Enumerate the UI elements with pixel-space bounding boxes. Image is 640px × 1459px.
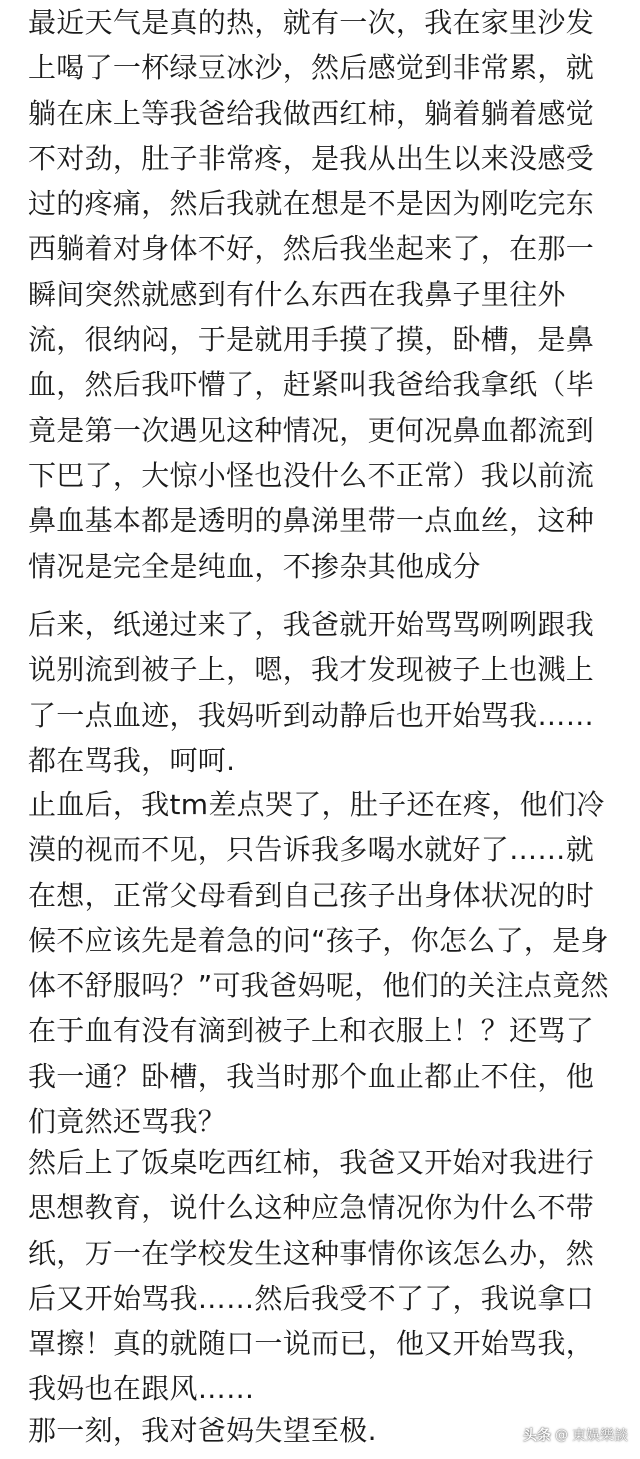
paragraph-4: 然后上了饭桌吃西红柿，我爸又开始对我进行思想教育，说什么这种应急情况你为什么不带纸，万一在学校发生这种事情你该怎么办，然后又开始骂我……然后我受不了了，我说拿口罩擦！真的就随口一说而已，他又开始骂我，我妈也在跟风…… xyxy=(28,1146,595,1406)
watermark-platform: 头条 xyxy=(523,1428,551,1444)
paragraph-3: 止血后，我tm差点哭了，肚子还在疼，他们冷漠的视而不见，只告诉我多喝水就好了……就在想，正常父母看到自己孩子出身体状况的时候不应该先是着急的问“孩子，你怎么了，是身体不舒服吗？”可我爸妈呢，他们的关注点竟然在于血有没有滴到被子上和衣服上！？还骂了我一通？卧槽，我当时那个血止都止不住，他们竟然还骂我？ xyxy=(28,788,609,1139)
watermark-at: @ xyxy=(555,1427,568,1443)
paragraph-1: 最近天气是真的热，就有一次，我在家里沙发上喝了一杯绿豆冰沙，然后感觉到非常累，就躺在床上等我爸给我做西红柿，躺着躺着感觉不对劲，肚子非常疼，是我从出生以来没感受过的疼痛，然后我就在想是不是因为刚吃完东西躺着对身体不好，然后我坐起来了，在那一瞬间突然就感到有什么东西在我鼻子里往外流，很纳闷，于是就用手摸了摸，卧槽，是鼻血，然后我吓懵了，赶紧叫我爸给我拿纸（毕竟是第一次遇见这种情况，更何况鼻血都流到下巴了，大惊小怪也没什么不正常）我以前流鼻血基本都是透明的鼻涕里带一点血丝，这种情况是完全是纯血，不掺杂其他成分 xyxy=(28,6,595,583)
paragraph-2: 后来，纸递过来了，我爸就开始骂骂咧咧跟我说别流到被子上，嗯，我才发现被子上也溅上了一点血迹，我妈听到动静后也开始骂我……都在骂我，呵呵. xyxy=(28,608,595,777)
paragraph-5: 那一刻，我对爸妈失望至极. xyxy=(28,1414,377,1447)
watermark-account: 東娛樂談 xyxy=(572,1428,628,1444)
watermark xyxy=(523,1425,628,1445)
